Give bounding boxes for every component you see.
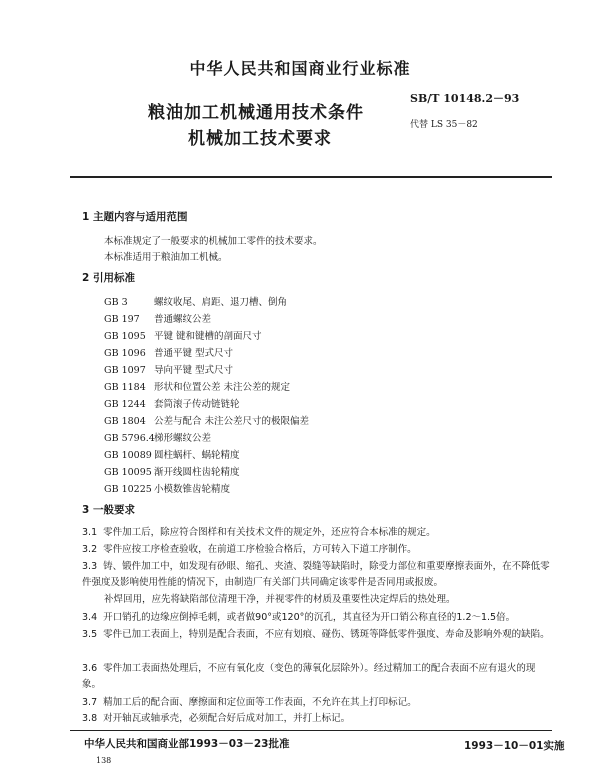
clause-text: 开口销孔的边缘应倒掉毛刺，或者做90°或120°的沉孔，其直径为开口销公称直径的1.2～1.5倍。 bbox=[103, 612, 516, 623]
clause-number: 3.6 bbox=[82, 663, 98, 674]
implementation-date: 1993－10－01实施 bbox=[464, 740, 565, 752]
reference-title: 平键 键和键槽的剖面尺寸 bbox=[154, 331, 262, 342]
reference-code: GB 1184 bbox=[104, 382, 146, 393]
reference-item bbox=[104, 464, 240, 478]
section-1-paragraph: 本标准适用于粮油加工机械。 bbox=[104, 252, 228, 263]
reference-item bbox=[104, 294, 287, 308]
approval-notice: 中华人民共和国商业部1993－03－23批准 bbox=[84, 738, 290, 750]
clause-text: 对开轴瓦或轴承壳，必须配合好后成对加工，并打上标记。 bbox=[103, 713, 351, 724]
clause-number: 3.2 bbox=[82, 544, 98, 555]
clause bbox=[82, 627, 552, 643]
clause-number: 3.5 bbox=[82, 629, 98, 640]
reference-code: GB 10095 bbox=[104, 467, 152, 478]
reference-item bbox=[104, 345, 233, 359]
clause-number: 3.4 bbox=[82, 612, 98, 623]
reference-title: 套筒滚子传动链链轮 bbox=[154, 399, 240, 410]
clause bbox=[82, 542, 552, 558]
reference-code: GB 1244 bbox=[104, 399, 146, 410]
clause bbox=[82, 695, 552, 711]
reference-code: GB 1095 bbox=[104, 331, 146, 342]
clause-text: 零件加工表面热处理后，不应有氧化皮（变色的薄氧化层除外）。经过精加工的配合表面不应有退火的现象。 bbox=[82, 663, 536, 690]
reference-title: 梯形螺纹公差 bbox=[154, 433, 212, 444]
reference-title: 渐开线圆柱齿轮精度 bbox=[154, 467, 240, 478]
clause bbox=[82, 559, 552, 591]
clause-text: 零件加工后，除应符合图样和有关技术文件的规定外，还应符合本标准的规定。 bbox=[103, 527, 436, 538]
reference-code: GB 3 bbox=[104, 297, 128, 308]
reference-code: GB 10089 bbox=[104, 450, 152, 461]
reference-title: 公差与配合 未注公差尺寸的极限偏差 bbox=[154, 416, 310, 427]
footer-divider bbox=[70, 730, 552, 731]
document-title-line2: 机械加工技术要求 bbox=[188, 129, 332, 149]
reference-item bbox=[104, 396, 240, 410]
reference-code: GB 1097 bbox=[104, 365, 146, 376]
reference-code: GB 197 bbox=[104, 314, 140, 325]
reference-title: 导向平键 型式尺寸 bbox=[154, 365, 234, 376]
clause-number: 3.7 bbox=[82, 697, 98, 708]
reference-code: GB 1804 bbox=[104, 416, 146, 427]
reference-item bbox=[104, 447, 240, 461]
standard-code: SB/T 10148.2－93 bbox=[410, 92, 520, 105]
reference-title: 普通平键 型式尺寸 bbox=[154, 348, 234, 359]
clause bbox=[82, 525, 552, 541]
reference-code: GB 5796.4 bbox=[104, 433, 155, 444]
reference-title: 圆柱蜗杆、蜗轮精度 bbox=[154, 450, 240, 461]
reference-title: 普通螺纹公差 bbox=[154, 314, 212, 325]
section-1-heading: 1 主题内容与适用范围 bbox=[82, 211, 188, 223]
reference-code: GB 10225 bbox=[104, 484, 152, 495]
reference-item bbox=[104, 328, 262, 342]
reference-item bbox=[104, 362, 233, 376]
clause-number: 3.1 bbox=[82, 527, 98, 538]
reference-code: GB 1096 bbox=[104, 348, 146, 359]
reference-item bbox=[104, 413, 309, 427]
reference-title: 螺纹收尾、肩距、退刀槽、倒角 bbox=[154, 297, 288, 308]
reference-item bbox=[104, 430, 211, 444]
section-1-paragraph: 本标准规定了一般要求的机械加工零件的技术要求。 bbox=[104, 236, 323, 247]
clause-text: 补焊回用，应先将缺陷部位清理干净，并视零件的材质及重要性决定焊后的热处理。 bbox=[104, 594, 456, 605]
header-divider bbox=[70, 176, 552, 178]
clause-text: 零件应按工序检查验收，在前道工序检验合格后，方可转入下道工序制作。 bbox=[103, 544, 417, 555]
clause-text: 铸、锻件加工中，如发现有砂眼、缩孔、夹渣、裂缝等缺陷时，除受力部位和重要摩擦表面外，在不降低零件强度及影响使用性能的情况下，由制造厂有关部门共同确定该零件是否同用或报废。 bbox=[82, 561, 550, 588]
section-3-heading: 3 一般要求 bbox=[82, 504, 135, 516]
reference-item bbox=[104, 379, 290, 393]
reference-title: 小模数锥齿轮精度 bbox=[154, 484, 231, 495]
standard-type-heading: 中华人民共和国商业行业标准 bbox=[189, 59, 411, 78]
page-number: 138 bbox=[96, 756, 112, 765]
document-title-line1: 粮油加工机械通用技术条件 bbox=[148, 103, 364, 123]
reference-item bbox=[104, 481, 230, 495]
clause bbox=[82, 661, 552, 693]
clause-number: 3.3 bbox=[82, 561, 98, 572]
clause-text: 零件已加工表面上，特别是配合表面，不应有划痕、碰伤、锈斑等降低零件强度、寿命及影响外观的缺陷。 bbox=[103, 629, 550, 640]
clause bbox=[82, 711, 552, 727]
clause-number: 3.8 bbox=[82, 713, 98, 724]
section-2-heading: 2 引用标准 bbox=[82, 272, 135, 284]
clause bbox=[104, 592, 552, 608]
reference-item bbox=[104, 311, 211, 325]
clause bbox=[82, 610, 552, 626]
replaces-standard: 代替 LS 35－82 bbox=[410, 120, 478, 130]
clause-text: 精加工后的配合面、摩擦面和定位面等工作表面，不允许在其上打印标记。 bbox=[103, 697, 417, 708]
reference-title: 形状和位置公差 未注公差的规定 bbox=[154, 382, 291, 393]
